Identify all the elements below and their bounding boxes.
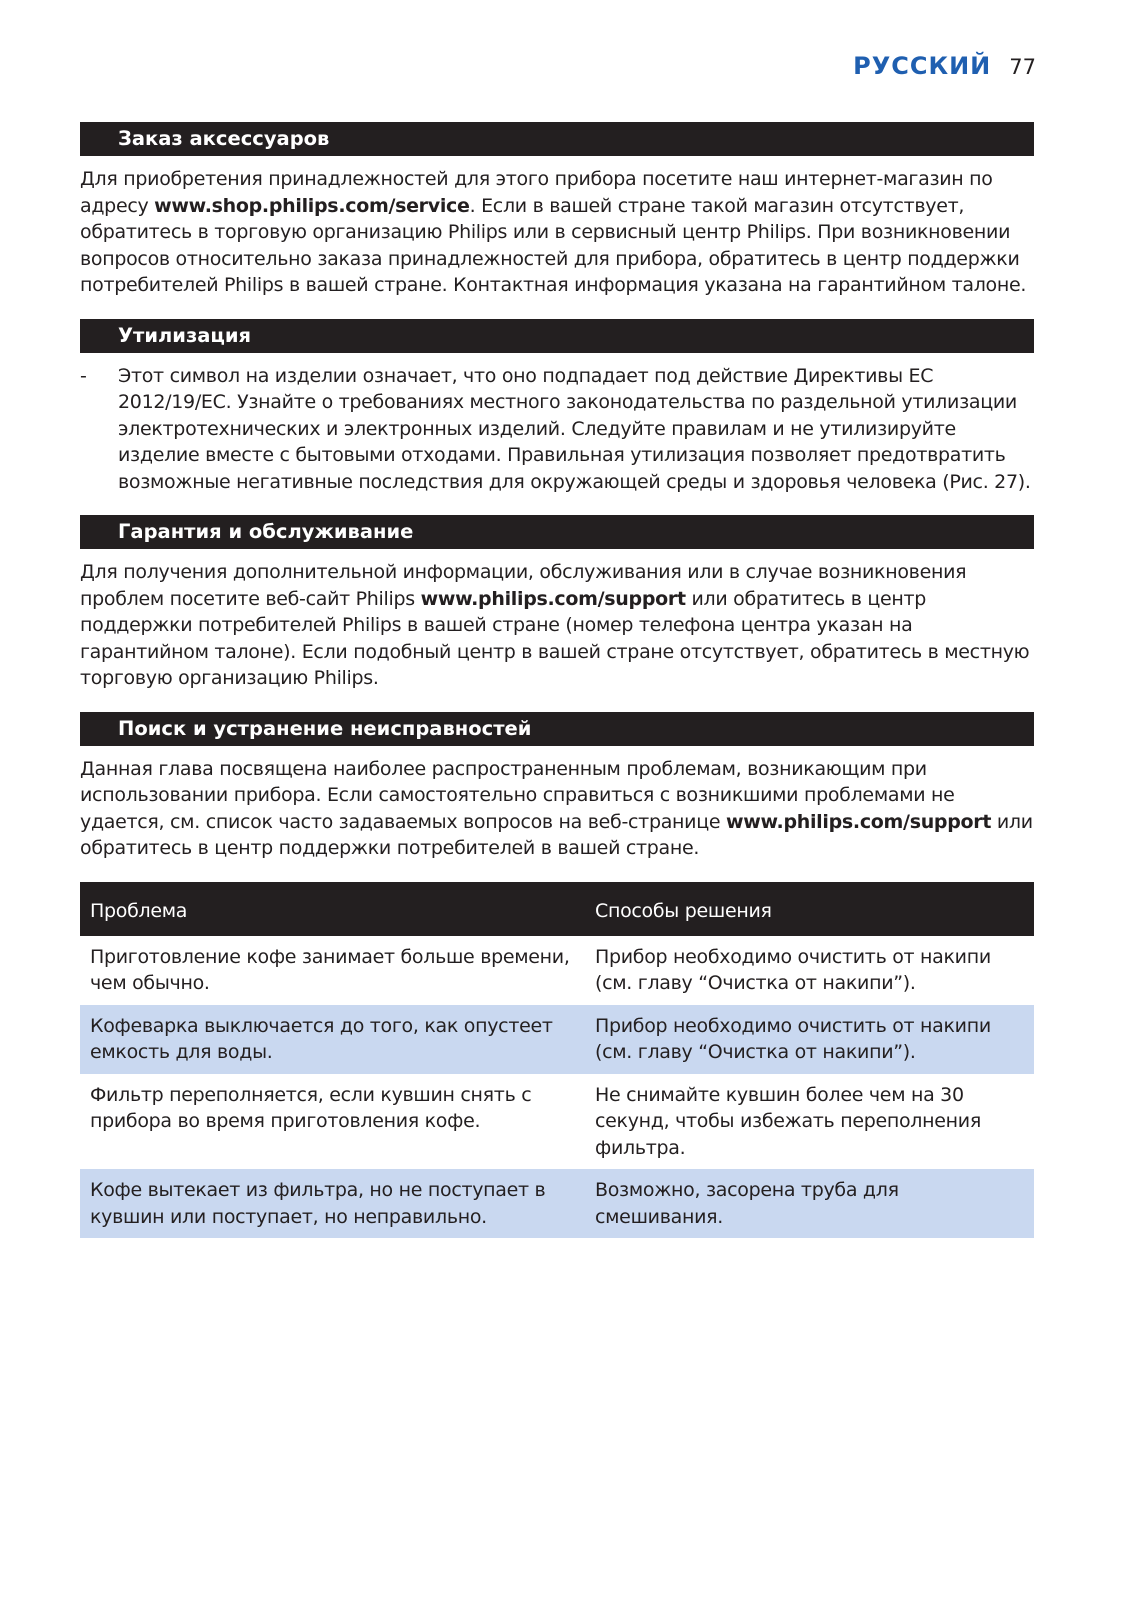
- solution-cell: Прибор необходимо очистить от накипи (см. главу “Очистка от накипи”).: [585, 1005, 1034, 1074]
- table-header-row: [80, 882, 1034, 936]
- section-title-warranty: Гарантия и обслуживание: [80, 515, 1034, 549]
- troubleshooting-table: [80, 882, 1034, 1239]
- solution-cell: Не снимайте кувшин более чем на 30 секунд, чтобы избежать переполнения фильтра.: [595, 1083, 981, 1159]
- solution-cell: Возможно, засорена труба для смешивания.: [585, 1169, 1034, 1238]
- shop-link[interactable]: www.shop.philips.com/service: [154, 194, 470, 217]
- table-row: [80, 1074, 1034, 1170]
- table-row: [80, 936, 1034, 1005]
- solution-cell: Прибор необходимо очистить от накипи (см. главу “Очистка от накипи”).: [595, 945, 991, 994]
- table-row: [80, 1005, 1034, 1074]
- section-title-accessories: Заказ аксессуаров: [80, 122, 1034, 156]
- support-link[interactable]: www.philips.com/support: [725, 810, 992, 833]
- column-header-solution: Способы решения: [585, 882, 1034, 936]
- accessories-paragraph: Для приобретения принадлежностей для этого прибора посетите наш интернет-магазин по адресу www.shop.philips.com/service. Если в вашей стране такой магазин отсутствует, обратитесь в торговую организацию Philips или в сервисный центр Philips. При возникновении вопросов относительно заказа принадлежностей для прибора, обратитесь в центр поддержки потребителей Philips в вашей стране. Контактная информация указана на гарантийном талоне.: [80, 168, 1027, 296]
- problem-cell: Фильтр переполняется, если кувшин снять с прибора во время приготовления кофе.: [90, 1083, 532, 1132]
- section-title-troubleshooting: Поиск и устранение неисправностей: [80, 712, 1034, 746]
- troubleshooting-paragraph: Данная глава посвящена наиболее распространенным проблемам, возникающим при использовании прибора. Если самостоятельно справиться с возникшими проблемами не удается, см. список часто задаваемых вопросов на веб-странице www.philips.com/support или обратитесь в центр поддержки потребителей в вашей стране.: [80, 757, 1033, 859]
- page-header: [853, 52, 1036, 80]
- disposal-text: Этот символ на изделии означает, что оно подпадает под действие Директивы EC 2012/19/EC. Узнайте о требованиях местного законодательства по раздельной утилизации электротехнических и электронных изделий. Следуйте правилам и не утилизируйте изделие вместе с бытовыми отходами. Правильная утилизация позволяет предотвратить возможные негативные последствия для окружающей среды и здоровья человека (Рис. 27).: [118, 364, 1031, 493]
- section-title-disposal: Утилизация: [80, 319, 1034, 353]
- table-row: [80, 1169, 1034, 1238]
- language-label: РУССКИЙ: [853, 52, 992, 80]
- column-header-problem: Проблема: [80, 882, 585, 936]
- page-content: [80, 122, 1034, 1238]
- support-link[interactable]: www.philips.com/support: [420, 587, 686, 610]
- disposal-list-item: [80, 363, 1034, 496]
- page-number: 77: [1009, 55, 1036, 79]
- problem-cell: Приготовление кофе занимает больше времени, чем обычно.: [90, 945, 570, 994]
- warranty-paragraph: Для получения дополнительной информации, обслуживания или в случае возникновения проблем посетите веб-сайт Philips www.philips.com/support или обратитесь в центр поддержки потребителей Philips в вашей стране (номер телефона центра указан на гарантийном талоне). Если подобный центр в вашей стране отсутствует, обратитесь в местную торговую организацию Philips.: [80, 561, 1030, 689]
- bullet-dash: -: [80, 364, 87, 387]
- problem-cell: Кофе вытекает из фильтра, но не поступает в кувшин или поступает, но неправильно.: [80, 1169, 585, 1238]
- problem-cell: Кофеварка выключается до того, как опустеет емкость для воды.: [80, 1005, 585, 1074]
